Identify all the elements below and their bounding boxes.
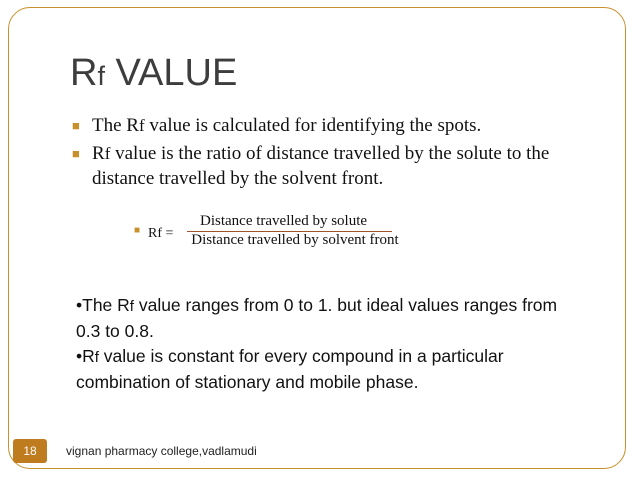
rf-formula (134, 215, 414, 275)
notes-block (76, 293, 576, 395)
bullet-icon: ■ (72, 146, 80, 161)
bullet-icon: ■ (134, 225, 141, 236)
bullet-text: value is the ratio of distance travelled by the solute to the distance travelled by the solvent front. (92, 143, 550, 189)
bullet-text: value is calculated for identifying the spots. (144, 115, 482, 136)
page-number-badge: 18 (13, 439, 47, 463)
title-main: R (70, 52, 98, 94)
note-text: value is constant for every compound in a particular combination of stationary and mobile phase. (76, 346, 504, 392)
note-text: •R (76, 346, 95, 366)
title-rest: VALUE (104, 52, 238, 94)
bullet-text-sub: f (138, 116, 145, 135)
bullet-text-sub: f (104, 144, 111, 163)
note-text-sub: f (94, 349, 99, 366)
note-text: •The R (76, 295, 130, 315)
formula-denominator: Distance travelled by solvent front (191, 232, 399, 248)
note-line (76, 344, 576, 395)
note-line (76, 293, 576, 344)
note-text-sub: f (129, 298, 134, 315)
formula-numerator: Distance travelled by solute (200, 213, 368, 229)
bullet-list (72, 113, 612, 194)
bullet-text: R (92, 143, 105, 164)
bullet-item (72, 141, 612, 191)
bullet-item (72, 113, 612, 138)
formula-lhs: Rf = (148, 226, 174, 241)
footer-text: vignan pharmacy college,vadlamudi (66, 444, 257, 458)
bullet-text: The R (92, 115, 139, 136)
note-text: value ranges from 0 to 1. but ideal values ranges from 0.3 to 0.8. (76, 295, 558, 341)
slide-title (70, 52, 237, 95)
title-sub: f (97, 61, 105, 91)
bullet-icon: ■ (72, 118, 80, 133)
